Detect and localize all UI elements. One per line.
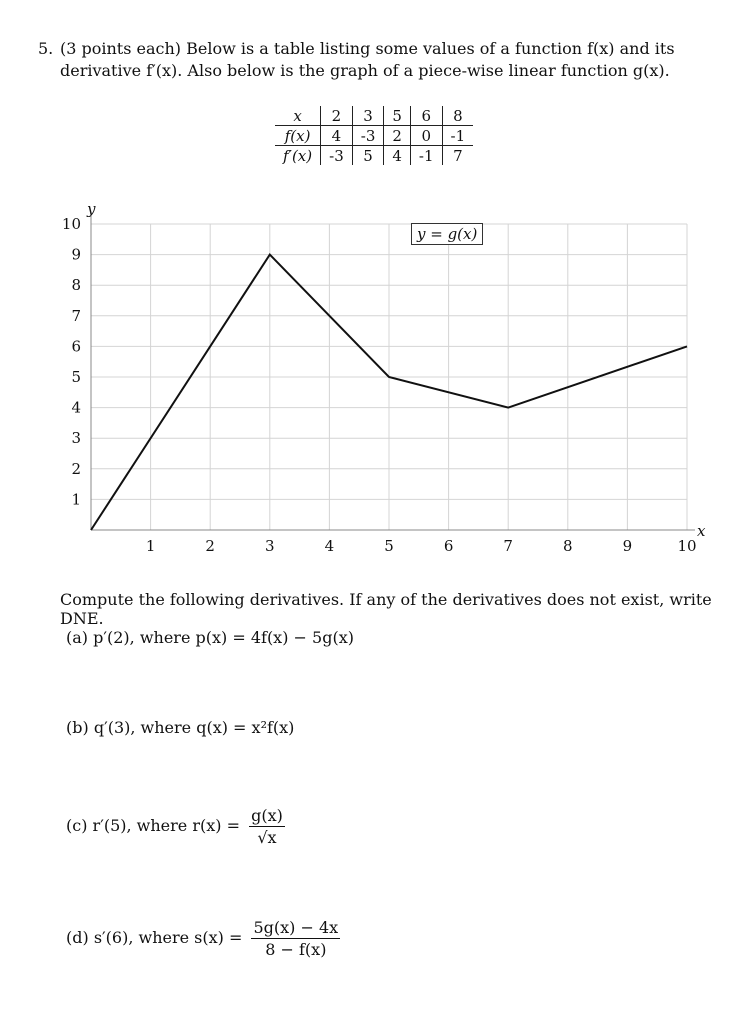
part-label: (c) bbox=[66, 816, 88, 835]
table-cell: -1 bbox=[442, 126, 473, 146]
x-tick-label: 7 bbox=[503, 537, 513, 555]
y-tick-label: 6 bbox=[71, 337, 81, 356]
x-tick-label: 10 bbox=[677, 537, 697, 555]
table-cell: f′(x) bbox=[275, 146, 321, 166]
y-tick-label: 3 bbox=[71, 429, 81, 448]
table-cell: 5 bbox=[384, 106, 411, 126]
table-cell: 3 bbox=[352, 106, 384, 126]
denominator: √x bbox=[257, 828, 277, 847]
x-axis-label: x bbox=[697, 522, 706, 540]
table-cell: 5 bbox=[352, 146, 384, 166]
table-cell: 4 bbox=[384, 146, 411, 166]
x-tick-label: 5 bbox=[384, 537, 394, 555]
table-cell: -1 bbox=[410, 146, 442, 166]
part-d bbox=[66, 918, 340, 959]
fraction bbox=[251, 918, 340, 959]
y-tick-label: 4 bbox=[71, 398, 81, 417]
part-expression: r′(5), where r(x) = bbox=[92, 816, 240, 835]
y-tick-label: 8 bbox=[71, 276, 81, 295]
part-expression: s′(6), where s(x) = bbox=[93, 928, 243, 947]
y-tick-label: 10 bbox=[61, 215, 81, 233]
part-label: (b) bbox=[66, 718, 89, 737]
table-cell: x bbox=[275, 106, 321, 126]
table-cell: -3 bbox=[352, 126, 384, 146]
part-b bbox=[66, 718, 294, 737]
table-row bbox=[275, 146, 473, 166]
x-tick-label: 2 bbox=[205, 537, 215, 555]
part-expression: q′(3), where q(x) = x²f(x) bbox=[93, 718, 295, 737]
x-tick-label: 3 bbox=[265, 537, 275, 555]
x-tick-label: 8 bbox=[563, 537, 573, 555]
x-tick-label: 1 bbox=[145, 537, 156, 555]
x-tick-label: 4 bbox=[324, 537, 335, 555]
numerator: 5g(x) − 4x bbox=[253, 918, 339, 937]
table-cell: f(x) bbox=[275, 126, 321, 146]
numerator: g(x) bbox=[251, 806, 283, 825]
part-a bbox=[66, 628, 354, 647]
fraction bbox=[249, 806, 285, 847]
table-row bbox=[275, 126, 473, 146]
part-expression: p′(2), where p(x) = 4f(x) − 5g(x) bbox=[93, 628, 354, 647]
y-axis-label: y bbox=[87, 200, 96, 218]
table-header-row bbox=[275, 106, 473, 126]
y-tick-label: 9 bbox=[71, 245, 81, 264]
chart-legend: y = g(x) bbox=[411, 223, 483, 245]
table-cell: -3 bbox=[321, 146, 353, 166]
y-tick-label: 1 bbox=[71, 490, 81, 509]
part-label: (a) bbox=[66, 628, 89, 647]
part-label: (d) bbox=[66, 928, 89, 947]
y-tick-label: 7 bbox=[71, 306, 81, 325]
table-cell: 0 bbox=[410, 126, 442, 146]
y-tick-label: 5 bbox=[71, 368, 81, 386]
table-cell: 2 bbox=[384, 126, 411, 146]
table-cell: 7 bbox=[442, 146, 473, 166]
values-table bbox=[275, 106, 473, 165]
table-cell: 2 bbox=[331, 106, 342, 125]
x-tick-label: 9 bbox=[622, 537, 633, 555]
denominator: 8 − f(x) bbox=[265, 940, 327, 959]
y-tick-label: 2 bbox=[71, 459, 81, 478]
x-tick-label: 6 bbox=[443, 537, 454, 555]
problem-intro: (3 points each) Below is a table listing some values of a function f(x) and its derivative f′(x). Also below is the graph of a piece-wise linear function g(x). bbox=[60, 39, 675, 80]
instructions: Compute the following derivatives. If any of the derivatives does not exist, write DNE. bbox=[60, 590, 712, 628]
table-cell: 8 bbox=[442, 106, 473, 126]
part-c bbox=[66, 806, 285, 847]
table-cell: 4 bbox=[321, 126, 353, 146]
table-cell: 6 bbox=[410, 106, 442, 126]
problem-number: 5. bbox=[38, 39, 54, 58]
g-graph bbox=[0, 195, 755, 565]
